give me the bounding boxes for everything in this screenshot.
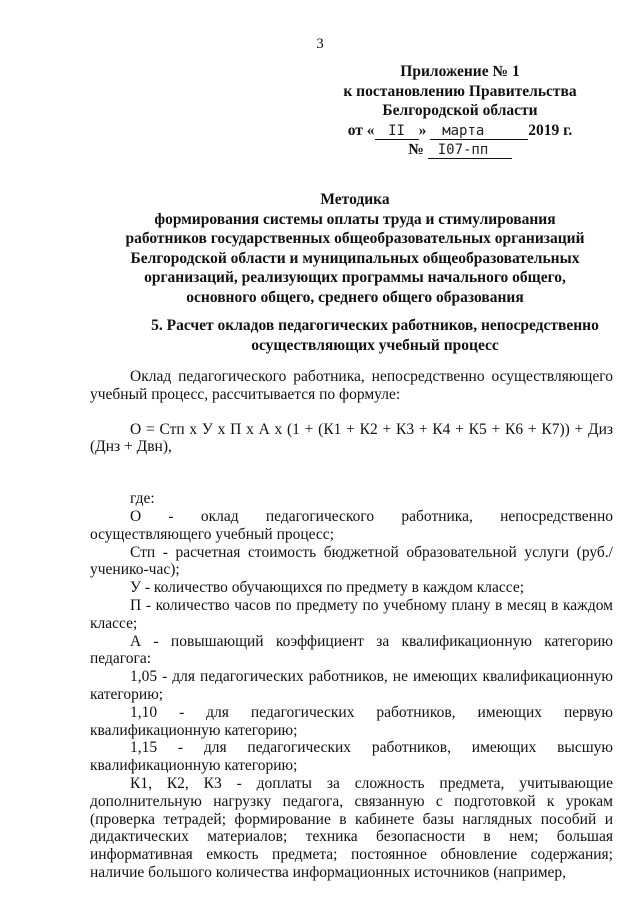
section-heading [130, 316, 620, 355]
appendix-decree-line: к постановлению Правительства [343, 82, 577, 100]
title-line: работников государственных общеобразовательных организаций [125, 230, 585, 248]
definition-a: А - повышающий коэффициент за квалификационную категорию педагога: [90, 632, 613, 668]
date-day: II [375, 124, 419, 140]
definition-o: О - оклад педагогического работника, непосредственно осуществляющего учебный процесс; [90, 507, 613, 543]
coefficient-105: 1,05 - для педагогических работников, не имеющих квалификационную категорию; [90, 668, 613, 703]
date-mid: » [418, 121, 427, 139]
appendix-date-line [330, 121, 590, 141]
date-month: марта [430, 124, 528, 140]
appendix-title: Приложение № 1 [400, 63, 520, 80]
title-line: Белгородской области и муниципальных общеобразовательных [130, 249, 580, 267]
body-text [90, 368, 613, 882]
section-heading-line: осуществляющих учебный процесс [251, 336, 499, 354]
title-line: Методика [320, 191, 390, 208]
paragraph-intro: Оклад педагогического работника, непосредственно осуществляющего учебный процесс, рассчитывается по формуле: [90, 368, 613, 403]
appendix-region-line: Белгородской области [382, 102, 538, 119]
definition-p: П - количество часов по предмету по учебному плану в месяц в каждом классе; [90, 596, 613, 632]
title-line: формирования системы оплаты труда и стимулирования [154, 210, 556, 228]
number-value: I07-пп [428, 143, 512, 159]
appendix-number-line [330, 140, 590, 160]
document-title [90, 190, 620, 308]
date-prefix: от « [347, 121, 375, 139]
appendix-block [330, 62, 590, 160]
definition-k1-k3: К1, К2, К3 - доплаты за сложность предмета, учитывающие дополнительную нагрузку педагога, связанную с подготовкой к урокам (проверка тетрадей; формирование в кабинете базы наглядных пособий и дидактических материалов; техника безопасности в нем; большая информативная емкость предмета; постоянное обновление содержания; наличие большого количества информационных источников (например, [90, 774, 613, 881]
coefficient-110: 1,10 - для педагогических работников, имеющих первую квалификационную категорию; [90, 703, 613, 739]
page-number: 3 [316, 36, 324, 52]
title-line: организаций, реализующих программы начального общего, [144, 269, 566, 287]
number-prefix: № [408, 141, 424, 158]
definition-stp: Стп - расчетная стоимость бюджетной образовательной услуги (руб./ученико-час); [90, 543, 613, 579]
definition-u: У - количество обучающихся по предмету в каждом классе; [130, 579, 525, 597]
coefficient-115: 1,15 - для педагогических работников, имеющих высшую квалификационную категорию; [90, 739, 613, 775]
section-heading-line: 5. Расчет окладов педагогических работников, непосредственно [151, 317, 599, 334]
title-line: основного общего, среднего общего образования [186, 288, 524, 306]
formula: О = Стп х У х П х А х (1 + (К1 + К2 + К3 + К4 + К5 + К6 + К7)) + Диз (Днз + Двн), [90, 420, 613, 456]
paragraph-where: где: [130, 490, 155, 508]
date-year: 2019 г. [528, 121, 573, 139]
